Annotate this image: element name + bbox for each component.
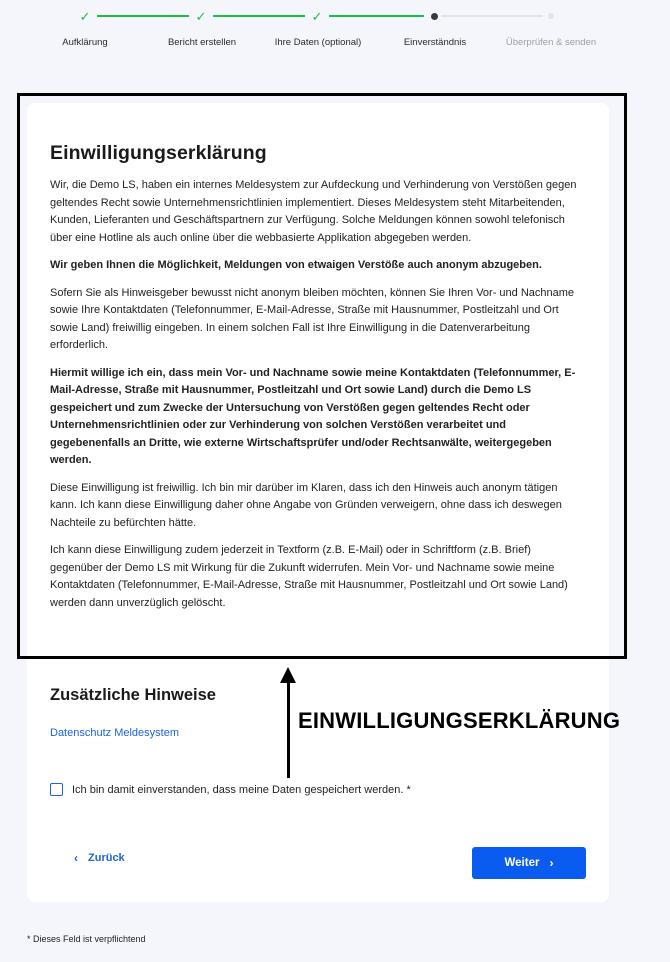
step-label-bericht: Bericht erstellen <box>167 37 237 48</box>
required-field-footnote: * Dieses Feld ist verpflichtend <box>27 934 146 944</box>
step-label-aufklaerung: Aufklärung <box>62 37 108 48</box>
progress-stepper <box>0 0 670 60</box>
consent-paragraph-2: Wir geben Ihnen die Möglichkeit, Meldungen von etwaigen Verstöße auch anonym abzugeben. <box>50 259 542 271</box>
check-icon: ✓ <box>195 8 207 24</box>
pending-step-dot-icon <box>543 8 559 24</box>
annotation-label: EINWILLIGUNGSERKLÄRUNG <box>298 708 621 733</box>
consent-paragraph-6: Ich kann diese Einwilligung zudem jederzeit in Textform (z.B. E-Mail) oder in Schriftform (z.B. Brief) gegenüber der Demo LS mit Wirkung für die Zukunft widerrufen. Mein Vor- und Nachname sowie meine Kontaktdaten (Telefonnummer, E-Mail-Adresse, Straße mit Hausnummer, Postleitzahl und Ort sowie Land) werden dann unverzüglich gelöscht. <box>50 544 568 609</box>
consent-paragraph-5: Diese Einwilligung ist freiwillig. Ich bin mir darüber im Klaren, dass ich den Hinweis auch anonym tätigen kann. Ich kann diese Einwilligung daher ohne Angabe von Gründen verweigern, ohne dass ich deswegen Nachteile zu befürchten hätte. <box>50 481 562 529</box>
chevron-right-icon: › <box>549 856 554 870</box>
step-connector-2 <box>213 15 305 17</box>
consent-checkbox[interactable] <box>50 783 63 796</box>
step-connector-3 <box>329 15 424 17</box>
check-icon: ✓ <box>79 8 91 24</box>
consent-paragraph-4: Hiermit willige ich ein, dass mein Vor- und Nachname sowie meine Kontaktdaten (Telefonnummer, E-Mail-Adresse, Straße mit Hausnummer, Postleitzahl und Ort sowie Land) durch die Demo LS gespeichert und zum Zwecke der Untersuchung von Verstößen gegen geltendes Recht oder Unternehmensrichtlinien oder zur Verhinderung von solchen Verstößen verarbeitet und gegebenenfalls an Dritte, wie externe Wirtschaftsprüfer und/oder Rechtsanwälte, weitergegeben werden. <box>50 366 576 466</box>
check-icon: ✓ <box>311 8 323 24</box>
step-label-ueberpruefen: Überprüfen & senden <box>505 37 597 48</box>
active-step-dot-icon <box>426 8 442 24</box>
consent-checkbox-row[interactable] <box>50 783 411 796</box>
step-connector-4 <box>441 15 543 17</box>
consent-section <box>50 142 585 622</box>
step-label-daten: Ihre Daten (optional) <box>274 37 362 48</box>
step-label-einverstaendnis: Einverständnis <box>403 37 467 48</box>
next-button[interactable] <box>472 847 586 879</box>
consent-checkbox-label[interactable]: Ich bin damit einverstanden, dass meine Daten gespeichert werden. * <box>72 783 411 796</box>
consent-paragraph-3: Sofern Sie als Hinweisgeber bewusst nicht anonym bleiben möchten, können Sie Ihren Vor- und Nachname sowie Ihre Kontaktdaten (Telefonnummer, E-Mail-Adresse, Straße mit Hausnummer, Postleitzahl und Ort sowie Land) freiwillig eingeben. In einem solchen Fall ist Ihre Einwilligung in die Datenverarbeitung erforderlich. <box>50 286 575 351</box>
next-button-label: Weiter <box>504 857 540 869</box>
back-button-label: Zurück <box>88 852 125 864</box>
privacy-policy-link[interactable]: Datenschutz Meldesystem <box>50 727 179 739</box>
additional-notes-title: Zusätzliche Hinweise <box>50 686 216 704</box>
consent-title: Einwilligungserklärung <box>50 142 267 164</box>
annotation-arrow-line <box>287 680 290 778</box>
step-connector-1 <box>97 15 189 17</box>
back-button[interactable] <box>74 851 125 865</box>
chevron-left-icon: ‹ <box>74 851 78 865</box>
consent-paragraph-1: Wir, die Demo LS, haben ein internes Meldesystem zur Aufdeckung und Verhinderung von Verstößen gegen geltendes Recht sowie Unternehmensrichtlinien implementiert. Dieses Meldesystem steht Mitarbeitenden, Kunden, Lieferanten und Geschäftspartnern zur Verfügung. Solche Meldungen können sowohl telefonisch über eine Hotline als auch online über die webbasierte Applikation abgegeben werden. <box>50 179 577 244</box>
